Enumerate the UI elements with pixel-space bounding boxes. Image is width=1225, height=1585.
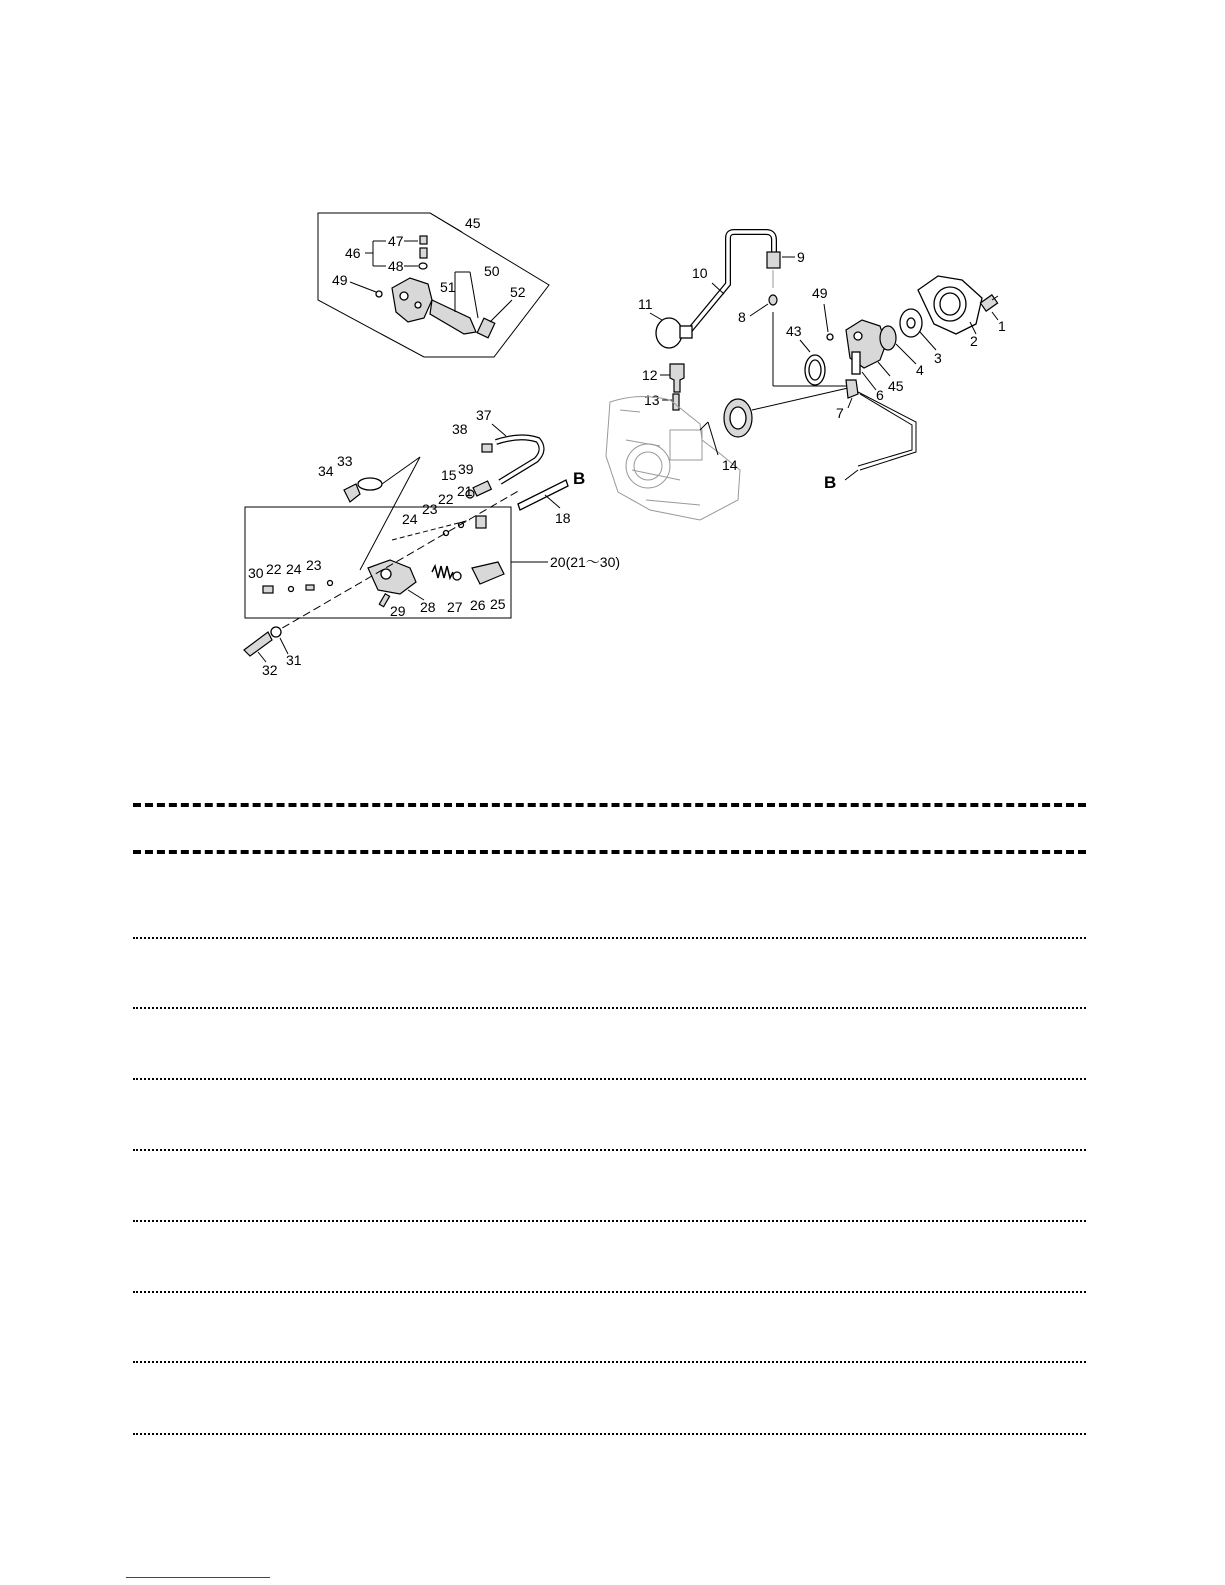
callout-24-left: 24 [286, 561, 302, 577]
table-row-rule [133, 1433, 1086, 1435]
table-row-rule [133, 1007, 1086, 1009]
mark-b-left: B [573, 469, 586, 488]
table-row-rule [133, 1078, 1086, 1080]
callout-18: 18 [555, 510, 571, 526]
inset-oil-pump-assembly [318, 213, 549, 357]
table-header-rule-top [133, 803, 1086, 807]
callout-52: 52 [510, 284, 526, 300]
callout-50: 50 [484, 263, 500, 279]
table-row-rule [133, 1361, 1086, 1363]
mark-b-right: B [824, 473, 837, 492]
callout-45-inset: 45 [465, 215, 481, 231]
callout-37: 37 [476, 407, 492, 423]
callout-14: 14 [722, 457, 738, 473]
callout-27: 27 [447, 599, 463, 615]
table-row-rule [133, 1220, 1086, 1222]
callout-45-main: 45 [888, 378, 904, 394]
table-header-rule-bottom [133, 850, 1086, 854]
callout-24-top: 24 [402, 511, 418, 527]
footnote-rule [126, 1577, 270, 1578]
callout-43: 43 [786, 323, 802, 339]
callout-4: 4 [916, 362, 924, 378]
callout-15: 15 [441, 467, 457, 483]
callout-1: 1 [998, 318, 1006, 334]
callout-21: 21 [457, 483, 473, 499]
table-row-rule [133, 1149, 1086, 1151]
callout-39: 39 [458, 461, 474, 477]
callout-9: 9 [797, 249, 805, 265]
callout-38: 38 [452, 421, 468, 437]
callout-12: 12 [642, 367, 658, 383]
callout-26: 26 [470, 597, 486, 613]
callout-3: 3 [934, 350, 942, 366]
callout-34: 34 [318, 463, 334, 479]
callout-22-top: 22 [438, 491, 454, 507]
callout-49-inset: 49 [332, 272, 348, 288]
callout-28: 28 [420, 599, 436, 615]
parts-12-13 [642, 364, 684, 410]
callout-51: 51 [440, 279, 456, 295]
callout-49: 49 [812, 285, 828, 301]
callout-47: 47 [388, 233, 404, 249]
oiler-assembly-left [244, 407, 620, 678]
callout-25: 25 [490, 596, 506, 612]
callout-13: 13 [644, 392, 660, 408]
callout-10: 10 [692, 265, 708, 281]
callout-7: 7 [836, 405, 844, 421]
callout-6: 6 [876, 387, 884, 403]
parts-exploded-diagram [0, 0, 1225, 760]
table-row-rule [133, 937, 1086, 939]
callout-2: 2 [970, 333, 978, 349]
callout-23-top: 23 [422, 501, 438, 517]
callout-11: 11 [638, 296, 653, 312]
callout-20: 20(21～30) [550, 554, 621, 570]
callout-22-left: 22 [266, 561, 282, 577]
oil-pump-right [786, 276, 1006, 492]
callout-8: 8 [738, 309, 746, 325]
crankcase-14 [606, 388, 848, 520]
table-row-rule [133, 1291, 1086, 1293]
callout-29: 29 [390, 603, 406, 619]
callout-46: 46 [345, 245, 361, 261]
callout-33: 33 [337, 453, 353, 469]
callout-31: 31 [286, 652, 302, 668]
callout-48: 48 [388, 258, 404, 274]
callout-32: 32 [262, 662, 278, 678]
callout-23-left: 23 [306, 557, 322, 573]
callout-30: 30 [248, 565, 264, 581]
